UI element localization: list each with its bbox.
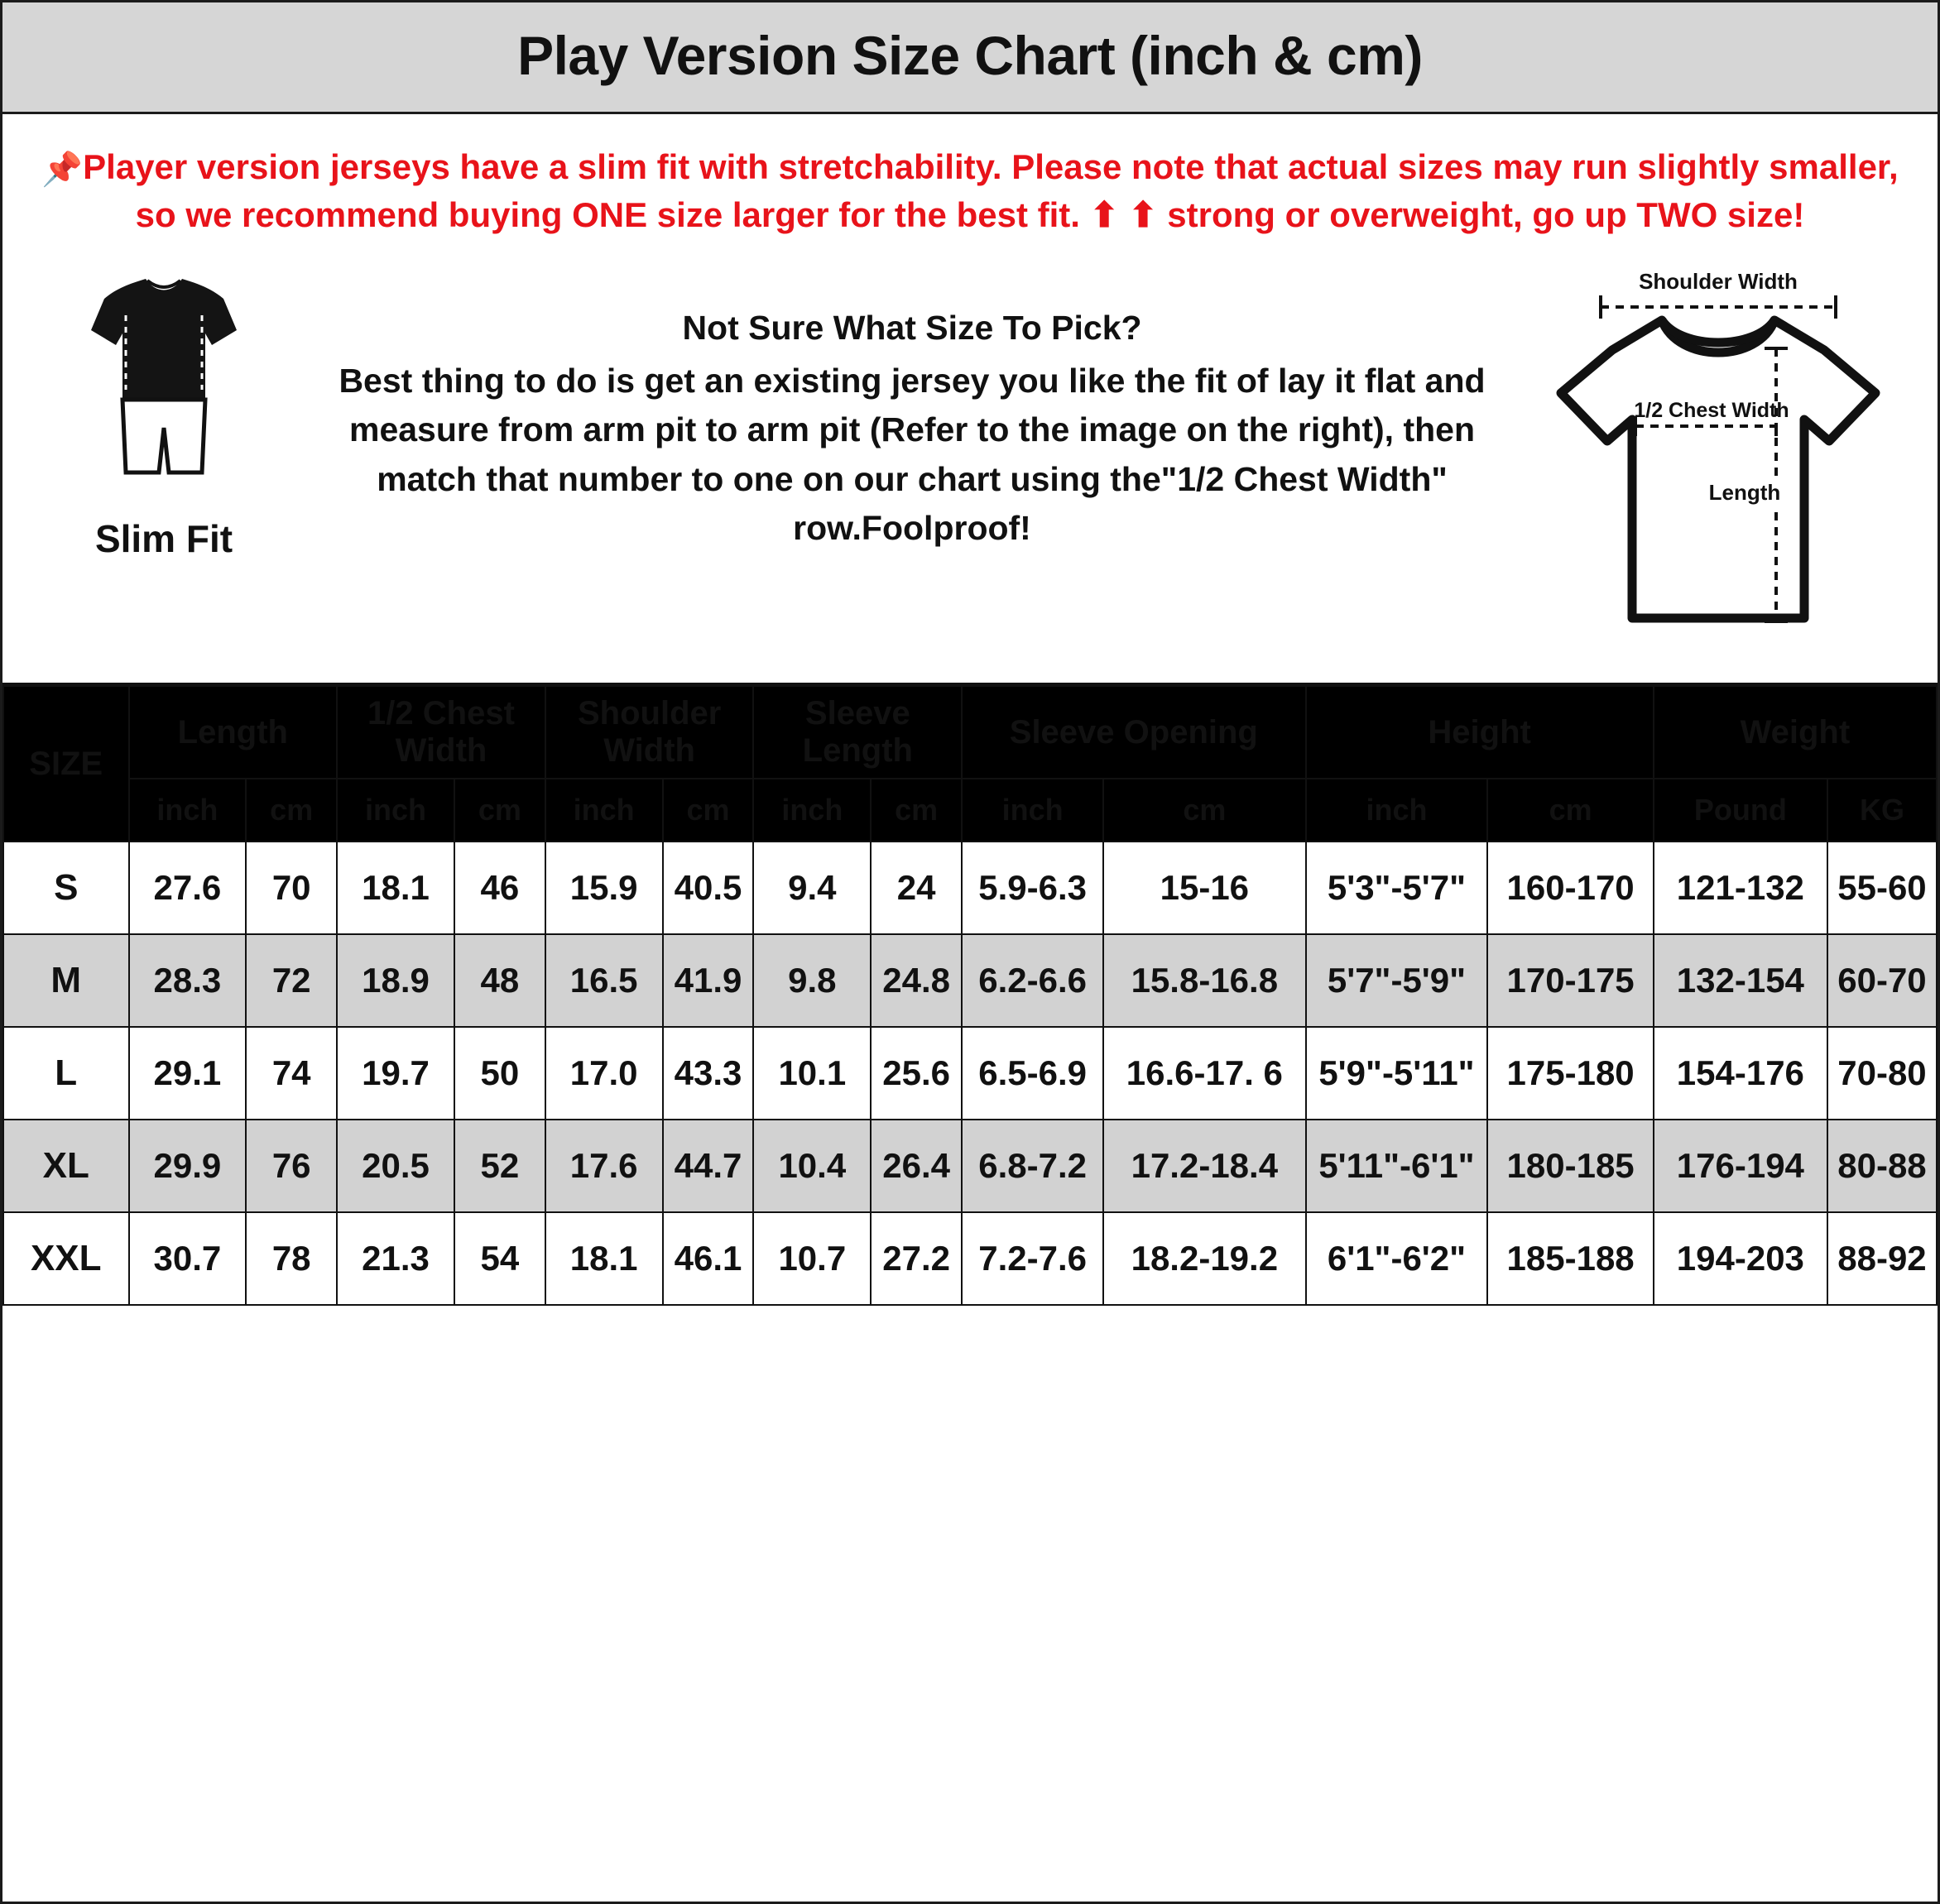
col-header-length: Length: [129, 686, 338, 779]
cell-length-inch: 27.6: [129, 842, 247, 934]
sizing-advice: [300, 254, 1524, 553]
col-header-size: SIZE: [3, 686, 129, 842]
cell-height-cm: 160-170: [1487, 842, 1653, 934]
sizing-notice: [2, 114, 1938, 246]
cell-size: M: [3, 934, 129, 1027]
cell-shoulder-cm: 43.3: [663, 1027, 754, 1120]
size-table-wrapper: [2, 683, 1938, 1902]
table-row: [3, 842, 1937, 934]
cell-sleeve-cm: 27.2: [871, 1212, 962, 1305]
cell-length-inch: 28.3: [129, 934, 247, 1027]
unit-header-shoulder-inch: inch: [545, 779, 663, 842]
fit-label: Slim Fit: [94, 517, 233, 561]
cell-sleeve-cm: 26.4: [871, 1120, 962, 1212]
cell-shoulder-cm: 41.9: [663, 934, 754, 1027]
unit-header-opening-cm: cm: [1103, 779, 1305, 842]
cell-size: XXL: [3, 1212, 129, 1305]
size-table-body: [3, 842, 1937, 1305]
col-header-sleeve-length: Sleeve Length: [753, 686, 962, 779]
cell-chest-inch: 21.3: [337, 1212, 454, 1305]
cell-opening-inch: 5.9-6.3: [962, 842, 1103, 934]
sizing-notice-text: Player version jerseys have a slim fit with stretchability. Please note that actual sizes may run slightly smaller, so we recommend buying ONE size larger for the best fit. ⬆ ⬆ strong or overweight, go up TWO size!: [83, 147, 1899, 234]
cell-chest-inch: 18.9: [337, 934, 454, 1027]
cell-shoulder-cm: 46.1: [663, 1212, 754, 1305]
tshirt-measurement-icon: [1536, 271, 1900, 659]
cell-height-inch: 6'1"-6'2": [1306, 1212, 1488, 1305]
table-group-header-row: [3, 686, 1937, 779]
cell-weight-pound: 176-194: [1654, 1120, 1827, 1212]
cell-length-inch: 30.7: [129, 1212, 247, 1305]
unit-header-opening-inch: inch: [962, 779, 1103, 842]
unit-header-sleeve-cm: cm: [871, 779, 962, 842]
cell-weight-kg: 60-70: [1827, 934, 1937, 1027]
table-row: [3, 1212, 1937, 1305]
cell-length-cm: 78: [246, 1212, 337, 1305]
cell-length-cm: 74: [246, 1027, 337, 1120]
cell-sleeve-cm: 25.6: [871, 1027, 962, 1120]
table-row: [3, 1027, 1937, 1120]
cell-weight-pound: 154-176: [1654, 1027, 1827, 1120]
svg-text:1/2 Chest Width: 1/2 Chest Width: [1634, 399, 1789, 423]
cell-weight-kg: 80-88: [1827, 1120, 1937, 1212]
cell-opening-inch: 6.8-7.2: [962, 1120, 1103, 1212]
cell-height-inch: 5'11"-6'1": [1306, 1120, 1488, 1212]
svg-text:Shoulder Width: Shoulder Width: [1639, 271, 1798, 295]
tee-diagram-block: [1524, 254, 1913, 659]
cell-opening-inch: 7.2-7.6: [962, 1212, 1103, 1305]
cell-height-cm: 175-180: [1487, 1027, 1653, 1120]
cell-length-cm: 72: [246, 934, 337, 1027]
cell-shoulder-inch: 17.0: [545, 1027, 663, 1120]
cell-height-inch: 5'3"-5'7": [1306, 842, 1488, 934]
fit-illustration-block: [27, 254, 300, 561]
cell-size: XL: [3, 1120, 129, 1212]
table-row: [3, 934, 1937, 1027]
cell-shoulder-inch: 15.9: [545, 842, 663, 934]
cell-shoulder-cm: 44.7: [663, 1120, 754, 1212]
cell-shoulder-inch: 18.1: [545, 1212, 663, 1305]
cell-opening-inch: 6.2-6.6: [962, 934, 1103, 1027]
mid-section: [2, 246, 1938, 659]
cell-height-cm: 180-185: [1487, 1120, 1653, 1212]
cell-length-inch: 29.1: [129, 1027, 247, 1120]
unit-header-height-inch: inch: [1306, 779, 1488, 842]
cell-size: S: [3, 842, 129, 934]
unit-header-length-inch: inch: [129, 779, 247, 842]
cell-chest-cm: 50: [454, 1027, 545, 1120]
slim-fit-body-icon: [40, 266, 288, 506]
sizing-advice-headline: Not Sure What Size To Pick?: [682, 309, 1142, 348]
cell-sleeve-cm: 24: [871, 842, 962, 934]
cell-opening-cm: 15-16: [1103, 842, 1305, 934]
col-header-weight: Weight: [1654, 686, 1937, 779]
cell-chest-inch: 18.1: [337, 842, 454, 934]
cell-height-inch: 5'9"-5'11": [1306, 1027, 1488, 1120]
cell-length-inch: 29.9: [129, 1120, 247, 1212]
cell-shoulder-inch: 17.6: [545, 1120, 663, 1212]
page-title: Play Version Size Chart (inch & cm): [517, 25, 1423, 86]
cell-weight-kg: 55-60: [1827, 842, 1937, 934]
cell-sleeve-inch: 9.4: [753, 842, 871, 934]
cell-sleeve-cm: 24.8: [871, 934, 962, 1027]
unit-header-chest-cm: cm: [454, 779, 545, 842]
table-unit-header-row: [3, 779, 1937, 842]
svg-text:Length: Length: [1708, 480, 1781, 506]
cell-weight-pound: 194-203: [1654, 1212, 1827, 1305]
pushpin-icon: 📌: [41, 151, 84, 188]
cell-sleeve-inch: 10.4: [753, 1120, 871, 1212]
col-header-sleeve-opening: Sleeve Opening: [962, 686, 1305, 779]
unit-header-height-cm: cm: [1487, 779, 1653, 842]
table-row: [3, 1120, 1937, 1212]
size-table: [2, 685, 1938, 1306]
cell-weight-kg: 70-80: [1827, 1027, 1937, 1120]
cell-weight-pound: 121-132: [1654, 842, 1827, 934]
unit-header-chest-inch: inch: [337, 779, 454, 842]
unit-header-sleeve-inch: inch: [753, 779, 871, 842]
unit-header-shoulder-cm: cm: [663, 779, 754, 842]
cell-opening-cm: 16.6-17. 6: [1103, 1027, 1305, 1120]
unit-header-weight-kg: KG: [1827, 779, 1937, 842]
cell-opening-inch: 6.5-6.9: [962, 1027, 1103, 1120]
cell-height-inch: 5'7"-5'9": [1306, 934, 1488, 1027]
cell-weight-kg: 88-92: [1827, 1212, 1937, 1305]
cell-shoulder-inch: 16.5: [545, 934, 663, 1027]
cell-height-cm: 185-188: [1487, 1212, 1653, 1305]
cell-opening-cm: 15.8-16.8: [1103, 934, 1305, 1027]
cell-length-cm: 70: [246, 842, 337, 934]
col-header-height: Height: [1306, 686, 1654, 779]
cell-opening-cm: 17.2-18.4: [1103, 1120, 1305, 1212]
unit-header-weight-pound: Pound: [1654, 779, 1827, 842]
cell-sleeve-inch: 10.1: [753, 1027, 871, 1120]
cell-shoulder-cm: 40.5: [663, 842, 754, 934]
cell-chest-cm: 48: [454, 934, 545, 1027]
col-header-half-chest: 1/2 Chest Width: [337, 686, 545, 779]
unit-header-length-cm: cm: [246, 779, 337, 842]
cell-sleeve-inch: 9.8: [753, 934, 871, 1027]
col-header-shoulder: Shoulder Width: [545, 686, 754, 779]
cell-chest-inch: 19.7: [337, 1027, 454, 1120]
cell-chest-inch: 20.5: [337, 1120, 454, 1212]
cell-length-cm: 76: [246, 1120, 337, 1212]
cell-size: L: [3, 1027, 129, 1120]
cell-weight-pound: 132-154: [1654, 934, 1827, 1027]
cell-chest-cm: 54: [454, 1212, 545, 1305]
cell-height-cm: 170-175: [1487, 934, 1653, 1027]
title-bar: [2, 2, 1938, 114]
cell-sleeve-inch: 10.7: [753, 1212, 871, 1305]
sizing-advice-body: Best thing to do is get an existing jersey you like the fit of lay it flat and measure from arm pit to arm pit (Refer to the image on the right), then match that number to one on our chart using the"1/2 Chest Width" row.Foolproof!: [339, 361, 1486, 547]
cell-opening-cm: 18.2-19.2: [1103, 1212, 1305, 1305]
cell-chest-cm: 52: [454, 1120, 545, 1212]
cell-chest-cm: 46: [454, 842, 545, 934]
